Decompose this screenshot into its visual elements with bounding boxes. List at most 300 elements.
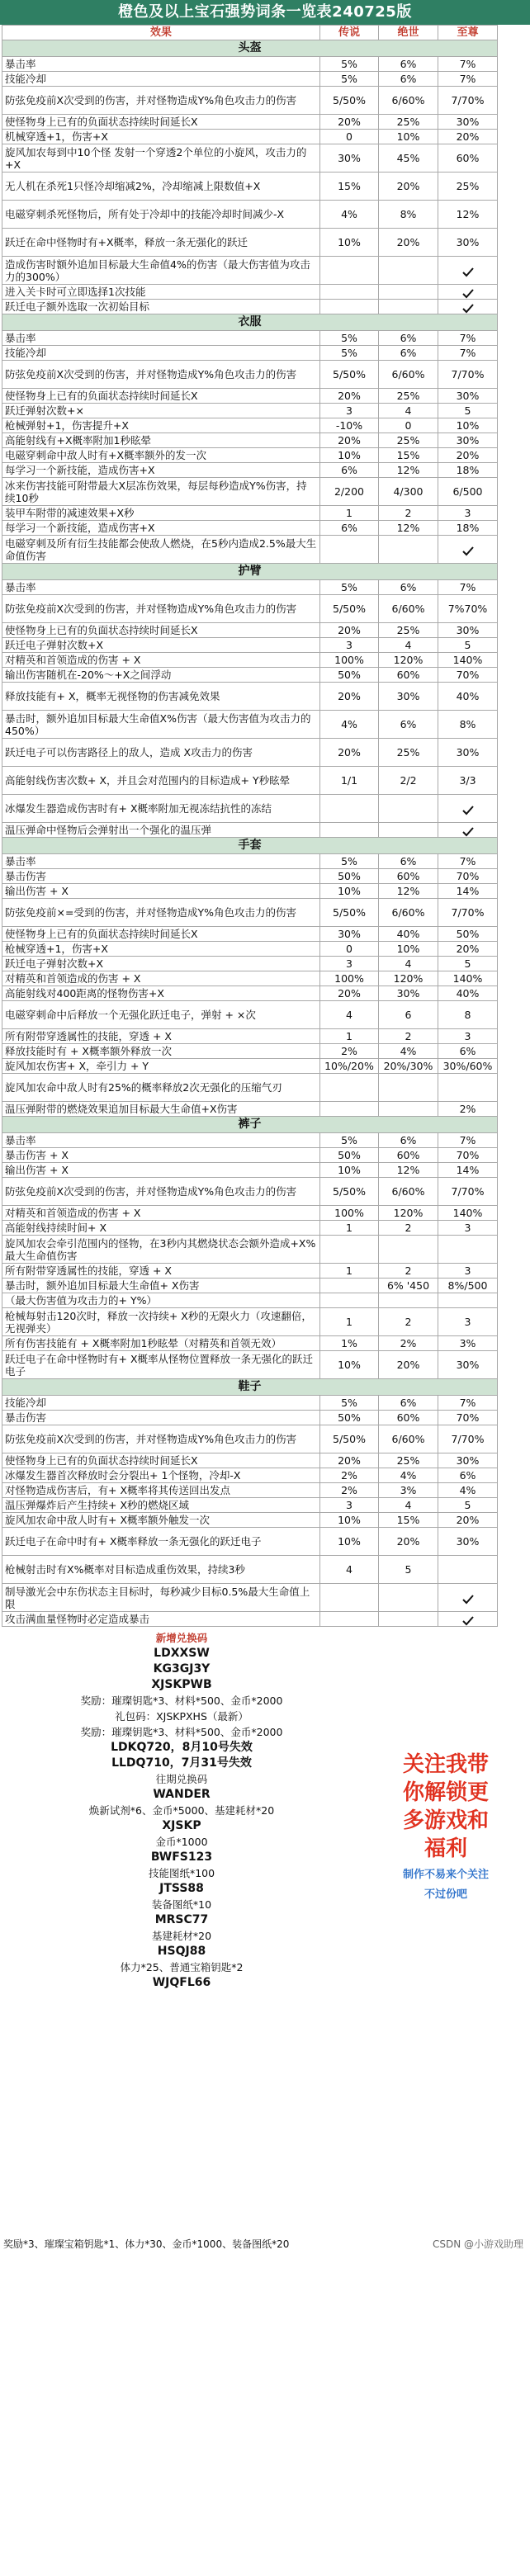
table-row	[2, 229, 498, 257]
epic-cell: 12%	[379, 884, 438, 899]
epic-cell	[379, 1612, 438, 1627]
supreme-cell: 14%	[438, 884, 498, 899]
effect-cell: 温压弹命中怪物后会弹射出一个强化的温压弹	[2, 823, 320, 838]
supreme-cell	[438, 285, 498, 300]
epic-cell: 4	[379, 1498, 438, 1513]
legend-cell: 10%	[320, 448, 379, 463]
effect-cell: 暴击时，额外追加目标最大生命值X%伤害（最大伤害值为攻击力的450%）	[2, 711, 320, 739]
supreme-cell: 20%	[438, 130, 498, 144]
epic-cell: 2/2	[379, 767, 438, 795]
epic-cell: 6%	[379, 72, 438, 87]
effect-cell: 对精英和首领造成的伤害 + X	[2, 1206, 320, 1221]
redeem-code: BWFS123	[150, 1850, 213, 1864]
table-row	[2, 580, 498, 595]
epic-cell: 6/60%	[379, 1178, 438, 1206]
legend-cell: 3	[320, 1498, 379, 1513]
check-mark-icon	[462, 827, 474, 835]
legend-cell: 100%	[320, 971, 379, 986]
effect-cell: 对精英和首领造成的伤害 + X	[2, 653, 320, 668]
effect-cell: 跃迁弹射次数+×	[2, 404, 320, 418]
table-row	[2, 854, 498, 869]
supreme-cell: 7%	[438, 580, 498, 595]
supreme-cell: 70%	[438, 1148, 498, 1163]
table-row	[2, 389, 498, 404]
legend-cell: 10%/20%	[320, 1059, 379, 1074]
legend-cell	[320, 823, 379, 838]
section-title: 护臂	[2, 564, 498, 580]
epic-cell: 12%	[379, 463, 438, 478]
table-row	[2, 506, 498, 521]
legend-cell: 2%	[320, 1044, 379, 1059]
effect-cell: 技能冷却	[2, 1396, 320, 1411]
epic-cell: 6	[379, 1001, 438, 1029]
supreme-cell: 7%	[438, 854, 498, 869]
legend-cell: 50%	[320, 1148, 379, 1163]
effect-cell: 电磁穿刺杀死怪物后，所有处于冷却中的技能冷却时间减少-X	[2, 201, 320, 229]
table-row	[2, 201, 498, 229]
effect-cell: 跃迁在命中怪物时有+X概率，释放一条无强化的跃迁	[2, 229, 320, 257]
header-effect: 效果	[2, 26, 320, 40]
effect-cell: 输出伤害 + X	[2, 1163, 320, 1178]
check-mark-icon	[462, 1616, 474, 1624]
effect-cell: 所有附带穿透属性的技能，穿透 + X	[2, 1264, 320, 1279]
legend-cell: 6%	[320, 521, 379, 536]
effect-cell: 防弦免疫前X次受到的伤害，并对怪物造成Y%角色攻击力的伤害	[2, 87, 320, 115]
supreme-cell	[438, 795, 498, 823]
epic-cell	[379, 1236, 438, 1264]
table-row	[2, 404, 498, 418]
effect-cell: 暴击时，额外追加目标最大生命值+ X伤害	[2, 1279, 320, 1293]
legend-cell: 1	[320, 1308, 379, 1336]
redeem-code: LDXXSW	[154, 1647, 210, 1660]
effect-cell: 使怪物身上已有的负面状态持续时间延长X	[2, 389, 320, 404]
promo-line-4: 福利	[424, 1836, 467, 1861]
redeem-reward: 奖励：璀璨钥匙*3、材料*500、金币*2000	[80, 1726, 283, 1738]
epic-cell: 4%	[379, 1044, 438, 1059]
section-title: 裤子	[2, 1117, 498, 1133]
epic-cell	[379, 1293, 438, 1308]
legend-cell: 5/50%	[320, 899, 379, 927]
section-title: 头盔	[2, 40, 498, 57]
effect-cell: 电磁穿刺及所有衍生技能都会使敌人燃烧，在5秒内造成2.5%最大生命值伤害	[2, 536, 320, 564]
epic-cell: 4%	[379, 1468, 438, 1483]
epic-cell: 2	[379, 1029, 438, 1044]
redeem-reward: 装备图纸*10	[151, 1898, 212, 1911]
section-title: 衣服	[2, 314, 498, 331]
supreme-cell: 3%	[438, 1336, 498, 1351]
legend-cell: 5%	[320, 1396, 379, 1411]
effect-cell: 使怪物身上已有的负面状态持续时间延长X	[2, 927, 320, 942]
effect-cell: 制导激光会中东伤状态主目标时，每秒减少目标0.5%最大生命值上限	[2, 1584, 320, 1612]
table-row	[2, 346, 498, 361]
supreme-cell: 140%	[438, 653, 498, 668]
supreme-cell: 30%	[438, 115, 498, 130]
effect-cell: 冰爆发生器造成伤害时有+ X概率附加无视冻结抗性的冻结	[2, 795, 320, 823]
epic-cell	[379, 823, 438, 838]
redeem-code: HSQJ88	[157, 1945, 206, 1958]
legend-cell: 1/1	[320, 767, 379, 795]
effect-cell: 技能冷却	[2, 346, 320, 361]
supreme-cell: 40%	[438, 683, 498, 711]
table-row	[2, 1044, 498, 1059]
supreme-cell: 70%	[438, 1411, 498, 1425]
effect-cell: 冰爆发生器首次释放时会分裂出+ 1个怪物，冷却-X	[2, 1468, 320, 1483]
table-row	[2, 1498, 498, 1513]
epic-cell: 12%	[379, 1163, 438, 1178]
supreme-cell: 6/500	[438, 478, 498, 506]
effect-cell: 每学习一个新技能，造成伤害+X	[2, 463, 320, 478]
legend-cell: 30%	[320, 144, 379, 173]
check-mark-icon	[462, 267, 474, 276]
legend-cell	[320, 1074, 379, 1102]
epic-cell	[379, 795, 438, 823]
table-row	[2, 418, 498, 433]
effect-cell: （最大伤害值为攻击力的+ Y%）	[2, 1293, 320, 1308]
supreme-cell: 3	[438, 1308, 498, 1336]
epic-cell: 20%	[379, 173, 438, 201]
redeem-reward: 礼包码：XJSKPXHS（最新）	[115, 1710, 248, 1723]
supreme-cell: 6%	[438, 1044, 498, 1059]
effect-cell: 温压弹爆炸后产生持续+ X秒的燃烧区域	[2, 1498, 320, 1513]
check-mark-icon	[462, 806, 474, 814]
table-row	[2, 1236, 498, 1264]
table-row	[2, 623, 498, 638]
supreme-cell: 70%	[438, 668, 498, 683]
supreme-cell: 30%	[438, 229, 498, 257]
table-row	[2, 823, 498, 838]
epic-cell: 20%	[379, 229, 438, 257]
legend-cell	[320, 1584, 379, 1612]
supreme-cell: 4%	[438, 1483, 498, 1498]
epic-cell: 40%	[379, 927, 438, 942]
legend-cell: 20%	[320, 739, 379, 767]
effect-cell: 机械穿透+1，伤害+X	[2, 130, 320, 144]
table-row	[2, 1001, 498, 1029]
epic-cell: 4	[379, 957, 438, 971]
table-row	[2, 884, 498, 899]
legend-cell: 20%	[320, 389, 379, 404]
table-row	[2, 1513, 498, 1528]
redeem-reward: 奖励：璀璨钥匙*3、材料*500、金币*2000	[80, 1694, 283, 1707]
section-header	[2, 1379, 498, 1396]
epic-cell: 15%	[379, 448, 438, 463]
epic-cell: 5	[379, 1556, 438, 1584]
table-row	[2, 653, 498, 668]
table-row	[2, 1178, 498, 1206]
table-row	[2, 1279, 498, 1293]
promo-block	[363, 1751, 528, 1902]
legend-cell: 5%	[320, 346, 379, 361]
legend-cell: 3	[320, 957, 379, 971]
check-mark-icon	[462, 546, 474, 555]
effect-cell: 暴击率	[2, 854, 320, 869]
supreme-cell: 50%	[438, 927, 498, 942]
table-row	[2, 942, 498, 957]
legend-cell: 4	[320, 1556, 379, 1584]
epic-cell: 2	[379, 1221, 438, 1236]
effect-cell: 暴击伤害	[2, 869, 320, 884]
effect-cell: 进入关卡时可立即选择1次技能	[2, 285, 320, 300]
epic-cell: 25%	[379, 433, 438, 448]
effect-cell: 造成伤害时额外追加目标最大生命值4%的伤害（最大伤害值为攻击力的300%）	[2, 257, 320, 285]
supreme-cell: 5	[438, 404, 498, 418]
epic-cell: 6/60%	[379, 595, 438, 623]
legend-cell: 20%	[320, 623, 379, 638]
epic-cell: 6/60%	[379, 1425, 438, 1453]
supreme-cell	[438, 257, 498, 285]
epic-cell: 60%	[379, 869, 438, 884]
epic-cell: 6%	[379, 57, 438, 72]
table-row	[2, 361, 498, 389]
effect-cell: 使怪物身上已有的负面状态持续时间延长X	[2, 115, 320, 130]
supreme-cell	[438, 1293, 498, 1308]
epic-cell: 25%	[379, 623, 438, 638]
table-row	[2, 87, 498, 115]
legend-cell	[320, 257, 379, 285]
legend-cell: 4	[320, 1001, 379, 1029]
supreme-cell: 12%	[438, 201, 498, 229]
epic-cell: 25%	[379, 1453, 438, 1468]
table-row	[2, 1206, 498, 1221]
epic-cell: 25%	[379, 739, 438, 767]
epic-cell: 8%	[379, 201, 438, 229]
effect-cell: 旋风加农每到中10个怪 发射一个穿透2个单位的小旋风，攻击力的+X	[2, 144, 320, 173]
table-row	[2, 1528, 498, 1556]
supreme-cell: 30%	[438, 389, 498, 404]
legend-cell: 0	[320, 942, 379, 957]
table-row	[2, 1133, 498, 1148]
redeem-code: LDKQ720，8月10号失效	[111, 1741, 253, 1754]
redeem-code: XJSKPWB	[151, 1678, 212, 1691]
supreme-cell: 7/70%	[438, 1178, 498, 1206]
redeem-code: WJQFL66	[152, 1976, 211, 1989]
epic-cell: 6%	[379, 1396, 438, 1411]
supreme-cell: 140%	[438, 1206, 498, 1221]
supreme-cell: 7%	[438, 346, 498, 361]
table-row	[2, 173, 498, 201]
epic-cell: 6%	[379, 711, 438, 739]
effect-cell: 每学习一个新技能，造成伤害+X	[2, 521, 320, 536]
supreme-cell: 5	[438, 957, 498, 971]
supreme-cell: 10%	[438, 418, 498, 433]
effect-cell: 暴击率	[2, 331, 320, 346]
effect-cell: 技能冷却	[2, 72, 320, 87]
section-header	[2, 1117, 498, 1133]
epic-cell: 30%	[379, 683, 438, 711]
supreme-cell	[438, 1556, 498, 1584]
epic-cell: 0	[379, 418, 438, 433]
supreme-cell	[438, 1612, 498, 1627]
supreme-cell: 14%	[438, 1163, 498, 1178]
legend-cell: 100%	[320, 1206, 379, 1221]
legend-cell: 5%	[320, 1133, 379, 1148]
supreme-cell	[438, 1074, 498, 1102]
table-row	[2, 1612, 498, 1627]
table-row	[2, 1584, 498, 1612]
table-row	[2, 72, 498, 87]
table-row	[2, 899, 498, 927]
epic-cell: 6%	[379, 580, 438, 595]
table-row	[2, 1425, 498, 1453]
effect-cell: 枪械弹射+1，伤害提升+X	[2, 418, 320, 433]
legend-cell: 3	[320, 638, 379, 653]
redeem-reward: 技能图纸*100	[148, 1867, 215, 1879]
supreme-cell: 20%	[438, 448, 498, 463]
supreme-cell: 70%	[438, 869, 498, 884]
supreme-cell: 30%	[438, 433, 498, 448]
epic-cell	[379, 257, 438, 285]
effect-cell: 对怪物造成伤害后，有+ X概率将其传送回出发点	[2, 1483, 320, 1498]
legend-cell	[320, 1102, 379, 1117]
epic-cell: 60%	[379, 1411, 438, 1425]
effect-cell: 暴击伤害 + X	[2, 1148, 320, 1163]
redeem-code: LLDQ710，7月31号失效	[111, 1756, 252, 1770]
legend-cell: 100%	[320, 653, 379, 668]
table-row	[2, 595, 498, 623]
epic-cell: 60%	[379, 668, 438, 683]
table-header-row	[2, 26, 498, 40]
legend-cell: 3	[320, 404, 379, 418]
effect-cell: 跃迁电子在命中时有+ X概率释放一条无强化的跃迁电子	[2, 1528, 320, 1556]
effect-cell: 防弦免疫前×=受到的伤害，并对怪物造成Y%角色攻击力的伤害	[2, 899, 320, 927]
legend-cell: 1	[320, 1221, 379, 1236]
legend-cell: -10%	[320, 418, 379, 433]
effect-cell: 暴击率	[2, 1133, 320, 1148]
redeem-reward: 焕新试剂*6、金币*5000、基建耗材*20	[88, 1804, 275, 1817]
supreme-cell: 140%	[438, 971, 498, 986]
legend-cell: 1	[320, 1029, 379, 1044]
table-row	[2, 285, 498, 300]
effect-cell: 高能射线持续时间+ X	[2, 1221, 320, 1236]
legend-cell: 2/200	[320, 478, 379, 506]
table-row	[2, 1102, 498, 1117]
table-row	[2, 1468, 498, 1483]
epic-cell: 4/300	[379, 478, 438, 506]
effect-cell: 暴击率	[2, 580, 320, 595]
legend-cell	[320, 285, 379, 300]
epic-cell: 120%	[379, 653, 438, 668]
section-title: 手套	[2, 838, 498, 854]
epic-cell	[379, 1584, 438, 1612]
epic-cell: 2	[379, 1308, 438, 1336]
redeem-code: KG3GJ3Y	[153, 1662, 211, 1676]
promo-sub-2: 不过份吧	[424, 1888, 467, 1901]
table-row	[2, 971, 498, 986]
epic-cell: 120%	[379, 1206, 438, 1221]
supreme-cell: 3	[438, 1264, 498, 1279]
epic-cell: 6%	[379, 854, 438, 869]
promo-line-2: 你解锁更	[402, 1780, 489, 1805]
effect-cell: 旋风加农命中敌人时有+ X概率额外触发一次	[2, 1513, 320, 1528]
check-mark-icon	[462, 289, 474, 297]
epic-cell: 120%	[379, 971, 438, 986]
check-mark-icon	[462, 304, 474, 312]
supreme-cell: 7/70%	[438, 899, 498, 927]
supreme-cell: 20%	[438, 942, 498, 957]
legend-cell: 50%	[320, 668, 379, 683]
footer-reward-line: 奖励*3、璀璨宝箱钥匙*1、体力*30、金币*1000、装备图纸*20	[3, 2238, 290, 2250]
supreme-cell: 20%	[438, 1513, 498, 1528]
epic-cell: 12%	[379, 521, 438, 536]
supreme-cell: 30%	[438, 1351, 498, 1379]
table-row	[2, 638, 498, 653]
effect-cell: 高能射线伤害次数+ X，并且会对范围内的目标造成+ Y秒眩晕	[2, 767, 320, 795]
table-row	[2, 433, 498, 448]
table-row	[2, 1556, 498, 1584]
legend-cell: 10%	[320, 1513, 379, 1528]
supreme-cell	[438, 1584, 498, 1612]
promo-sub-1: 制作不易来个关注	[402, 1869, 489, 1881]
effect-cell: 装甲车附带的减速效果+X秒	[2, 506, 320, 521]
epic-cell: 6%	[379, 346, 438, 361]
epic-cell: 6%	[379, 331, 438, 346]
legend-cell: 5%	[320, 57, 379, 72]
effect-cell: 释放技能有+ X，概率无视怪物的伤害减免效果	[2, 683, 320, 711]
supreme-cell: 7%	[438, 72, 498, 87]
table-row	[2, 1483, 498, 1498]
supreme-cell: 2%	[438, 1102, 498, 1117]
supreme-cell: 40%	[438, 986, 498, 1001]
effect-cell: 释放技能时有 + X概率额外释放一次	[2, 1044, 320, 1059]
effect-cell: 旋风加农会牵引范围内的怪物，在3秒内其燃烧状态会额外造成+X%最大生命值伤害	[2, 1236, 320, 1264]
epic-cell: 20%/30%	[379, 1059, 438, 1074]
header-supreme: 至尊	[438, 26, 498, 40]
table-row	[2, 1396, 498, 1411]
legend-cell	[320, 1279, 379, 1293]
effect-cell: 跃迁电子额外选取一次初始目标	[2, 300, 320, 314]
section-title: 鞋子	[2, 1379, 498, 1396]
legend-cell: 20%	[320, 683, 379, 711]
redeem-reward: 往期兑换码	[155, 1773, 208, 1785]
effect-cell: 使怪物身上已有的负面状态持续时间延长X	[2, 623, 320, 638]
table-row	[2, 463, 498, 478]
legend-cell: 0	[320, 130, 379, 144]
supreme-cell: 60%	[438, 144, 498, 173]
table-row	[2, 448, 498, 463]
epic-cell: 60%	[379, 1148, 438, 1163]
legend-cell: 50%	[320, 869, 379, 884]
effect-cell: 攻击满血量怪物时必定造成暴击	[2, 1612, 320, 1627]
redeem-code: XJSKP	[162, 1819, 201, 1832]
effect-cell: 跃迁电子弹射次数+X	[2, 638, 320, 653]
table-row	[2, 300, 498, 314]
section-header	[2, 314, 498, 331]
supreme-cell: 6%	[438, 1468, 498, 1483]
legend-cell: 20%	[320, 433, 379, 448]
legend-cell: 5%	[320, 580, 379, 595]
epic-cell: 6% '450	[379, 1279, 438, 1293]
epic-cell	[379, 1074, 438, 1102]
legend-cell	[320, 536, 379, 564]
table-row	[2, 1148, 498, 1163]
supreme-cell	[438, 1236, 498, 1264]
legend-cell: 30%	[320, 927, 379, 942]
legend-cell: 5/50%	[320, 595, 379, 623]
supreme-cell: 18%	[438, 521, 498, 536]
supreme-cell: 18%	[438, 463, 498, 478]
legend-cell: 15%	[320, 173, 379, 201]
supreme-cell: 8	[438, 1001, 498, 1029]
epic-cell: 30%	[379, 986, 438, 1001]
legend-cell: 20%	[320, 115, 379, 130]
effect-cell: 跃迁电子可以伤害路径上的敌人，造成 X攻击力的伤害	[2, 739, 320, 767]
supreme-cell: 30%/60%	[438, 1059, 498, 1074]
legend-cell: 4%	[320, 201, 379, 229]
effect-cell: 跃迁电子弹射次数+X	[2, 957, 320, 971]
epic-cell: 20%	[379, 1528, 438, 1556]
table-row	[2, 1308, 498, 1336]
table-row	[2, 927, 498, 942]
